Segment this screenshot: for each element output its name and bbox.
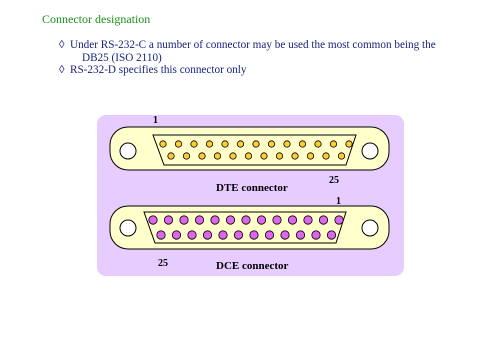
dce-pin (226, 216, 234, 224)
dte-pin (237, 141, 243, 147)
dce-pin (234, 231, 242, 239)
dce-pin (273, 216, 281, 224)
dte-pin (199, 153, 205, 159)
dce-mounting-hole-left (120, 220, 136, 236)
dce-pin (242, 216, 250, 224)
dte-pin-25-label: 25 (329, 175, 339, 186)
dte-pin (230, 153, 236, 159)
dce-pin (211, 216, 219, 224)
dte-pin (299, 141, 305, 147)
dte-pin (253, 141, 259, 147)
dte-pin (168, 153, 174, 159)
bullet-list (59, 39, 479, 77)
dce-pin (288, 216, 296, 224)
dte-pin (315, 141, 321, 147)
dce-pin (265, 231, 273, 239)
dte-mounting-hole-right (362, 143, 378, 159)
dte-pin-face (153, 135, 356, 165)
dce-pin (188, 231, 196, 239)
dte-pin (261, 153, 267, 159)
dte-pin (330, 141, 336, 147)
dce-pin (172, 231, 180, 239)
dce-pin (149, 216, 157, 224)
diamond-bullet-icon: ◊ (59, 64, 65, 76)
dce-pin (312, 231, 320, 239)
bullet-text-line2: DB25 (ISO 2110) (82, 51, 162, 64)
dce-pin (250, 231, 258, 239)
dce-pin-1-label: 1 (336, 196, 341, 207)
dte-pin (276, 153, 282, 159)
dte-pin (245, 153, 251, 159)
dce-mounting-hole-right (362, 220, 378, 236)
dte-mounting-hole-left (120, 143, 136, 159)
dte-pin (323, 153, 329, 159)
bullet-text-line1: RS-232-D specifies this connector only (70, 64, 247, 76)
dte-pin (338, 153, 344, 159)
bullet-text-line1: Under RS-232-C a number of connector may be used the most common being the (70, 39, 436, 51)
db25-connector-diagram (96, 114, 406, 279)
bullet-item-connectors (59, 39, 479, 64)
dce-pin (257, 216, 265, 224)
dce-pin-25-label: 25 (158, 258, 168, 269)
dte-pin-1-label: 1 (153, 115, 158, 126)
slide-title: Connector designation (42, 12, 151, 26)
dte-pin (292, 153, 298, 159)
dce-pin (335, 216, 343, 224)
dce-pin (327, 231, 335, 239)
dte-pin (183, 153, 189, 159)
dce-pin (281, 231, 289, 239)
dce-connector-label: DCE connector (216, 260, 289, 272)
dte-pin (175, 141, 181, 147)
dte-pin (284, 141, 290, 147)
diamond-bullet-icon: ◊ (59, 39, 65, 51)
dte-pin (206, 141, 212, 147)
dte-pin (214, 153, 220, 159)
dce-pin (304, 216, 312, 224)
dte-pin (268, 141, 274, 147)
dte-connector-label: DTE connector (216, 182, 288, 194)
dte-pin (307, 153, 313, 159)
dce-pin (319, 216, 327, 224)
dce-pin (219, 231, 227, 239)
dce-pin (203, 231, 211, 239)
dte-pin (160, 141, 166, 147)
dce-pin (296, 231, 304, 239)
dte-pin (222, 141, 228, 147)
dce-pin (157, 231, 165, 239)
dce-pin (164, 216, 172, 224)
dce-pin (180, 216, 188, 224)
dte-pin (346, 141, 352, 147)
bullet-item-rs232d (59, 64, 479, 77)
dte-pin (191, 141, 197, 147)
dce-pin (195, 216, 203, 224)
